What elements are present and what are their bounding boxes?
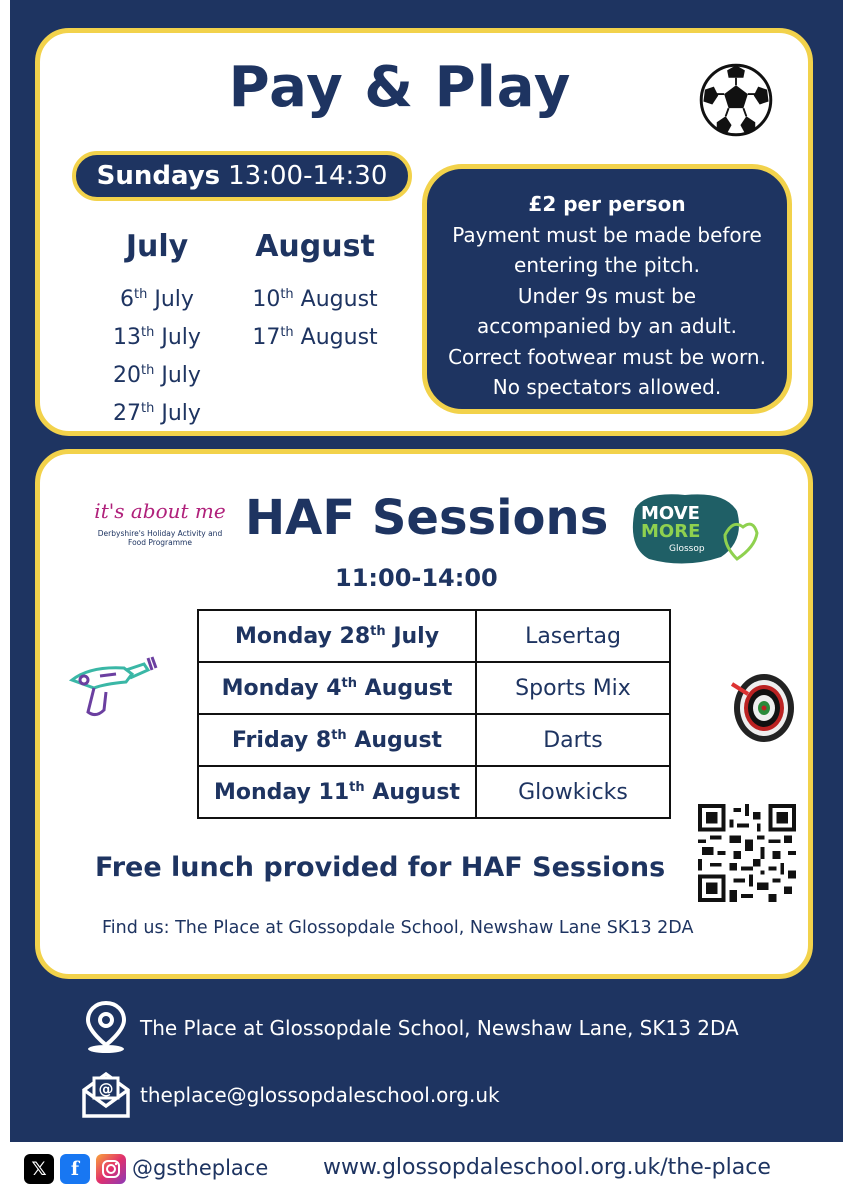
- july-heading: July: [125, 229, 189, 264]
- svg-text:Glossop: Glossop: [669, 544, 705, 554]
- qr-code[interactable]: [698, 804, 796, 902]
- pay-play-title: Pay & Play: [228, 55, 572, 120]
- pay-play-card: [35, 28, 813, 436]
- email-row: [80, 1067, 500, 1123]
- session-day: Friday 8th August: [198, 714, 476, 766]
- laser-gun-icon: [60, 652, 160, 727]
- email-address[interactable]: theplace@glossopdaleschool.org.uk: [140, 1083, 500, 1107]
- table-row: [198, 610, 670, 662]
- instagram-icon[interactable]: [96, 1154, 126, 1184]
- find-us-text: Find us: The Place at Glossopdale School, Newshaw Lane SK13 2DA: [102, 918, 694, 938]
- address-text: The Place at Glossopdale School, Newshaw Lane, SK13 2DA: [140, 1016, 739, 1040]
- x-twitter-icon[interactable]: 𝕏: [24, 1154, 54, 1184]
- svg-text:@: @: [98, 1080, 114, 1098]
- date-item: 13th July: [113, 325, 201, 350]
- session-activity: Sports Mix: [476, 662, 670, 714]
- rules-info-box: [422, 164, 792, 414]
- free-lunch-text: Free lunch provided for HAF Sessions: [95, 852, 666, 883]
- address-row: [80, 1000, 739, 1056]
- rule-line: Payment must be made before: [452, 222, 762, 247]
- session-activity: Darts: [476, 714, 670, 766]
- sessions-table: [197, 609, 671, 819]
- email-icon: [80, 1067, 132, 1123]
- its-about-me-subtitle: Derbyshire's Holiday Activity and Food Programme: [97, 529, 223, 547]
- rule-line: Under 9s must be: [517, 283, 697, 308]
- move-more-glossop-logo: [625, 489, 760, 569]
- date-item: 6th July: [120, 287, 194, 312]
- social-handle[interactable]: @gstheplace: [132, 1156, 269, 1180]
- session-day: Monday 11th August: [198, 766, 476, 818]
- football-icon: [699, 63, 773, 137]
- august-dates: [240, 229, 390, 354]
- session-activity: Lasertag: [476, 610, 670, 662]
- rule-line: accompanied by an adult.: [476, 314, 738, 338]
- august-heading: August: [255, 229, 375, 264]
- sunday-label: Sundays: [96, 161, 221, 191]
- haf-title: HAF Sessions: [245, 490, 609, 546]
- session-activity: Glowkicks: [476, 766, 670, 818]
- haf-sessions-card: [35, 449, 813, 979]
- rule-line: No spectators allowed.: [492, 375, 722, 399]
- website-link[interactable]: www.glossopdaleschool.org.uk/the-place: [323, 1155, 771, 1180]
- price-text: £2 per person: [528, 192, 686, 216]
- social-bar: [10, 1142, 843, 1200]
- svg-text:MORE: MORE: [641, 521, 701, 542]
- session-day: Monday 4th August: [198, 662, 476, 714]
- facebook-icon[interactable]: f: [60, 1154, 90, 1184]
- table-row: [198, 766, 670, 818]
- its-about-me-logo-text: it's about me: [94, 499, 226, 523]
- date-item: 10th August: [252, 287, 378, 312]
- haf-time: 11:00-14:00: [335, 564, 498, 592]
- rule-line: Correct footwear must be worn.: [448, 344, 766, 369]
- table-row: [198, 662, 670, 714]
- session-day: Monday 28th July: [198, 610, 476, 662]
- sunday-time: 13:00-14:30: [228, 161, 388, 191]
- dartboard-icon: [728, 666, 796, 746]
- date-item: 17th August: [252, 325, 378, 350]
- svg-text:MOVE: MOVE: [641, 503, 700, 524]
- social-icons: [24, 1154, 126, 1184]
- date-item: 20th July: [113, 363, 201, 388]
- table-row: [198, 714, 670, 766]
- july-dates: [92, 229, 222, 430]
- sunday-time-pill: [72, 151, 412, 201]
- its-about-me-logo: [80, 499, 240, 564]
- location-pin-icon: [80, 1000, 132, 1056]
- date-item: 27th July: [113, 401, 201, 426]
- rule-line: entering the pitch.: [514, 253, 700, 277]
